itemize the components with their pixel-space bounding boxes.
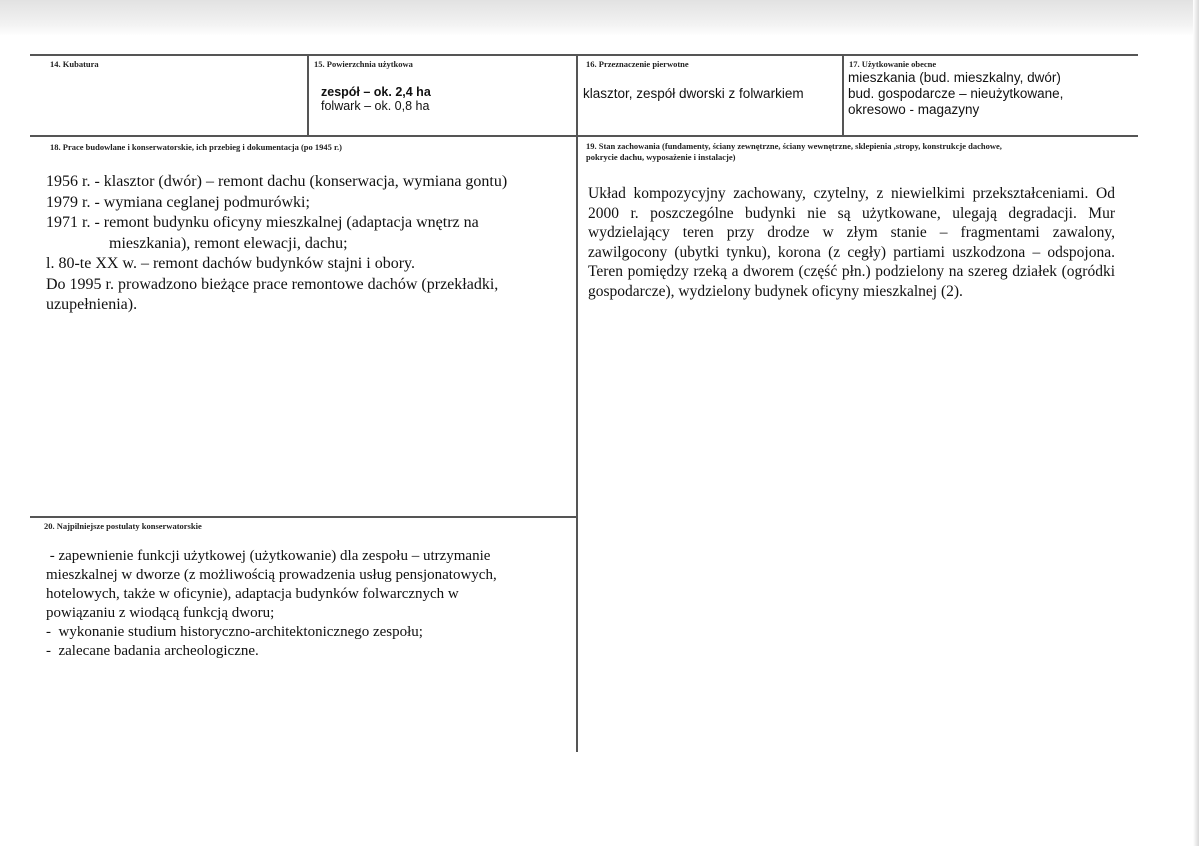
section-19-label-line: pokrycie dachu, wyposażenie i instalacje) <box>586 152 736 162</box>
works-line: Do 1995 r. prowadzono bieżące prace remontowe dachów (przekładki, <box>46 275 499 293</box>
section-16-label: 16. Przeznaczenie pierwotne <box>586 59 689 69</box>
row-divider-2 <box>30 516 578 518</box>
postulate-line: - zalecane badania archeologiczne. <box>46 643 259 659</box>
current-use-line: mieszkania (bud. mieszkalny, dwór) <box>848 70 1061 85</box>
column-divider-center <box>576 54 578 752</box>
usable-area-farm: folwark – ok. 0,8 ha <box>321 99 430 113</box>
section-19-value: Układ kompozycyjny zachowany, czytelny, z niewielkimi przekształceniami. Od 2000 r. poszczególne budynki nie są użytkowane, ulegają degradacji. Mur wydzielający teren przy drodze w złym stanie – fragmentami zawalony, zawilgocony (ubytki tynku), korona (z cegły) partiami uszkodzona – odspojona. Teren pomiędzy rzeką a dworem (część płn.) podzielony na szereg działek (ogródki gospodarcze), wydzielony budynek oficyny mieszkalnej (2). <box>588 185 1115 300</box>
postulate-line: hotelowych, także w oficynie), adaptacja budynków folwarcznych w <box>46 586 459 602</box>
column-divider-15 <box>307 54 309 136</box>
section-14-label: 14. Kubatura <box>50 59 99 69</box>
section-15-label: 15. Powierzchnia użytkowa <box>314 59 413 69</box>
scan-shadow-right <box>1193 0 1199 846</box>
works-line: mieszkania), remont elewacji, dachu; <box>109 234 348 252</box>
works-line: 1979 r. - wymiana ceglanej podmurówki; <box>46 193 310 211</box>
section-19-label <box>586 141 1002 163</box>
works-line: uzupełnienia). <box>46 296 138 313</box>
section-20-label: 20. Najpilniejsze postulaty konserwatorskie <box>44 521 202 531</box>
postulate-line: - zapewnienie funkcji użytkowej (użytkowanie) dla zespołu – utrzymanie <box>46 548 491 564</box>
section-15-value <box>321 85 431 113</box>
section-18-value <box>46 172 571 316</box>
section-16-value: klasztor, zespół dworski z folwarkiem <box>583 86 804 101</box>
current-use-line: okresowo - magazyny <box>848 102 980 117</box>
row-divider-1 <box>30 135 1138 137</box>
postulate-line: - wykonanie studium historyczno-architektonicznego zespołu; <box>46 624 423 640</box>
section-18-label: 18. Prace budowlane i konserwatorskie, ich przebieg i dokumentacja (po 1945 r.) <box>50 142 342 152</box>
postulate-line: mieszkalnej w dworze (z możliwością prowadzenia usług pensjonatowych, <box>46 567 497 583</box>
current-use-line: bud. gospodarcze – nieużytkowane, <box>848 86 1064 101</box>
works-line: 1971 r. - remont budynku oficyny mieszkalnej (adaptacja wnętrz na <box>46 214 479 231</box>
postulate-line: powiązaniu z wiodącą funkcją dworu; <box>46 605 275 621</box>
section-17-label: 17. Użytkowanie obecne <box>849 59 937 69</box>
section-17-value <box>848 70 1063 118</box>
section-20-value <box>46 547 571 661</box>
section-19-label-line: 19. Stan zachowania (fundamenty, ściany zewnętrzne, ściany wewnętrzne, sklepienia ,stropy, konstrukcje dachowe, <box>586 141 1002 151</box>
usable-area-complex: zespół – ok. 2,4 ha <box>321 85 431 99</box>
table-top-border <box>30 54 1138 56</box>
column-divider-17 <box>842 54 844 136</box>
works-line: l. 80-te XX w. – remont dachów budynków stajni i obory. <box>46 255 415 272</box>
scan-shadow-top <box>0 0 1199 36</box>
works-line: 1956 r. - klasztor (dwór) – remont dachu (konserwacja, wymiana gontu) <box>46 173 508 190</box>
